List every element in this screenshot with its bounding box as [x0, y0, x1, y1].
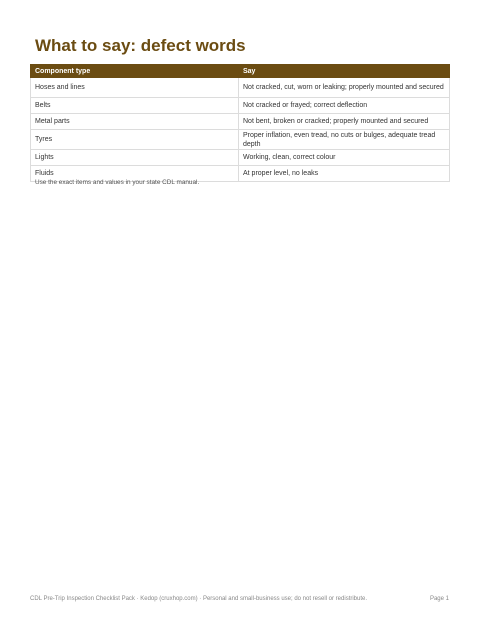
footer-text: CDL Pre-Trip Inspection Checklist Pack · Kedop (cruxhop.com) · Personal and small-business use; do not resell or redistribute. [30, 596, 368, 602]
column-header-say: Say [239, 65, 450, 78]
say-cell: Working, clean, correct colour [239, 150, 450, 166]
say-cell: Not bent, broken or cracked; properly mounted and secured [239, 114, 450, 130]
defect-words-table [30, 64, 450, 182]
table-header-row [31, 65, 450, 78]
page-number: Page 1 [429, 596, 449, 602]
manual-note: Use the exact items and values in your state CDL manual. [35, 179, 200, 186]
component-cell: Metal parts [31, 114, 239, 130]
table-row [31, 130, 450, 150]
table-row [31, 150, 450, 166]
component-cell: Hoses and lines [31, 78, 239, 98]
say-cell: Not cracked or frayed; correct deflection [239, 98, 450, 114]
say-cell: At proper level, no leaks [239, 166, 450, 182]
column-header-component-type: Component type [31, 65, 239, 78]
say-cell: Proper inflation, even tread, no cuts or bulges, adequate tread depth [239, 130, 450, 150]
component-cell: Fluids [31, 166, 239, 182]
table-row [31, 78, 450, 98]
table-row [31, 98, 450, 114]
table-row [31, 114, 450, 130]
page-title: What to say: defect words [35, 36, 246, 55]
component-cell: Belts [31, 98, 239, 114]
component-cell: Lights [31, 150, 239, 166]
say-cell: Not cracked, cut, worn or leaking; properly mounted and secured [239, 78, 450, 98]
component-cell: Tyres [31, 130, 239, 150]
